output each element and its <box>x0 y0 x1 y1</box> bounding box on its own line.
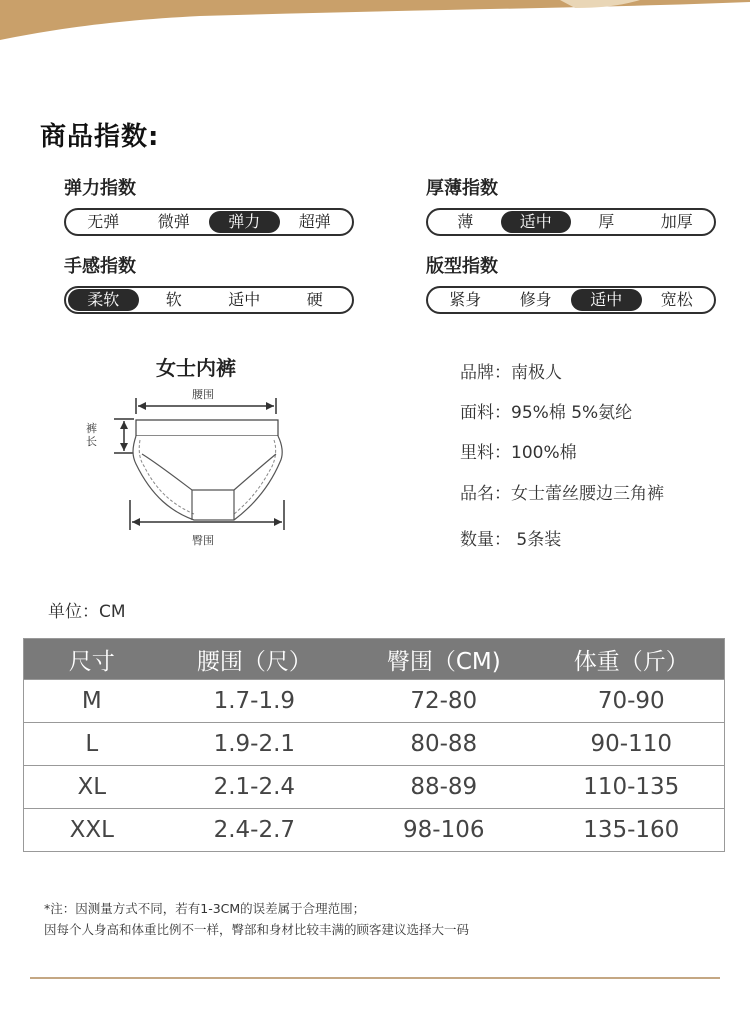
index-bar <box>64 286 354 314</box>
table-cell: XXL <box>24 809 160 852</box>
table-header: 体重（斤） <box>539 639 725 680</box>
info-brand: 品牌：南极人 <box>460 363 562 383</box>
index-label: 版型指数 <box>426 256 498 277</box>
table-row <box>24 766 725 809</box>
info-lining: 里料：100%棉 <box>460 443 577 463</box>
index-option: 修身 <box>519 290 552 309</box>
table-cell: M <box>24 680 160 723</box>
table-cell: 1.7-1.9 <box>160 680 349 723</box>
index-label: 手感指数 <box>64 256 136 277</box>
info-quantity: 数量： 5条装 <box>460 530 562 550</box>
table-header: 臀围（CM) <box>349 639 538 680</box>
fit-index <box>426 252 716 314</box>
table-cell: 98-106 <box>349 809 538 852</box>
unit-label: 单位：CM <box>48 602 126 622</box>
table-cell: XL <box>24 766 160 809</box>
waist-label: 腰围 <box>192 388 214 401</box>
index-option: 薄 <box>457 212 474 231</box>
index-option-selected: 弹力 <box>209 211 280 233</box>
index-label: 厚薄指数 <box>426 178 498 199</box>
feel-index <box>64 252 354 314</box>
bottom-divider <box>30 977 720 979</box>
table-cell: 72-80 <box>349 680 538 723</box>
index-option: 适中 <box>228 290 261 309</box>
index-option: 超弹 <box>298 212 331 231</box>
index-option: 厚 <box>598 212 615 231</box>
index-option: 宽松 <box>660 290 693 309</box>
index-option-selected: 柔软 <box>68 289 139 311</box>
index-option: 软 <box>165 290 182 309</box>
table-cell: 2.4-2.7 <box>160 809 349 852</box>
table-cell: 70-90 <box>539 680 725 723</box>
table-cell: 88-89 <box>349 766 538 809</box>
table-cell: 135-160 <box>539 809 725 852</box>
index-option: 紧身 <box>449 290 482 309</box>
table-cell: 1.9-2.1 <box>160 723 349 766</box>
underwear-illustration <box>80 352 310 562</box>
index-option-selected: 适中 <box>501 211 572 233</box>
table-cell: 90-110 <box>539 723 725 766</box>
table-cell: 2.1-2.4 <box>160 766 349 809</box>
measurement-diagram <box>80 352 310 562</box>
table-row <box>24 809 725 852</box>
info-product-name: 品名：女士蕾丝腰边三角裤 <box>460 484 664 504</box>
top-decoration <box>0 0 750 60</box>
index-bar <box>426 286 716 314</box>
info-fabric: 面料：95%棉 5%氨纶 <box>460 403 633 423</box>
table-cell: 110-135 <box>539 766 725 809</box>
index-option: 加厚 <box>660 212 693 231</box>
thickness-index <box>426 174 716 236</box>
table-header-row <box>24 639 725 680</box>
note-line: *注：因测量方式不同，若有1-3CM的误差属于合理范围； <box>44 901 366 916</box>
note-line: 因每个人身高和体重比例不一样，臀部和身材比较丰满的顾客建议选择大一码 <box>44 922 470 937</box>
diagram-title: 女士内裤 <box>156 356 236 380</box>
index-option: 无弹 <box>87 212 120 231</box>
table-cell: L <box>24 723 160 766</box>
table-header: 腰围（尺） <box>160 639 349 680</box>
index-option: 硬 <box>306 290 323 309</box>
index-option: 微弹 <box>157 212 190 231</box>
table-cell: 80-88 <box>349 723 538 766</box>
length-label: 裤长 <box>86 422 97 448</box>
index-bar <box>426 208 716 236</box>
hip-label: 臀围 <box>192 534 214 547</box>
index-bar <box>64 208 354 236</box>
table-row <box>24 680 725 723</box>
table-header: 尺寸 <box>24 639 160 680</box>
index-label: 弹力指数 <box>64 178 136 199</box>
index-option-selected: 适中 <box>571 289 642 311</box>
size-table <box>23 638 725 852</box>
table-row <box>24 723 725 766</box>
elasticity-index <box>64 174 354 236</box>
section-title: 商品指数: <box>40 122 160 152</box>
